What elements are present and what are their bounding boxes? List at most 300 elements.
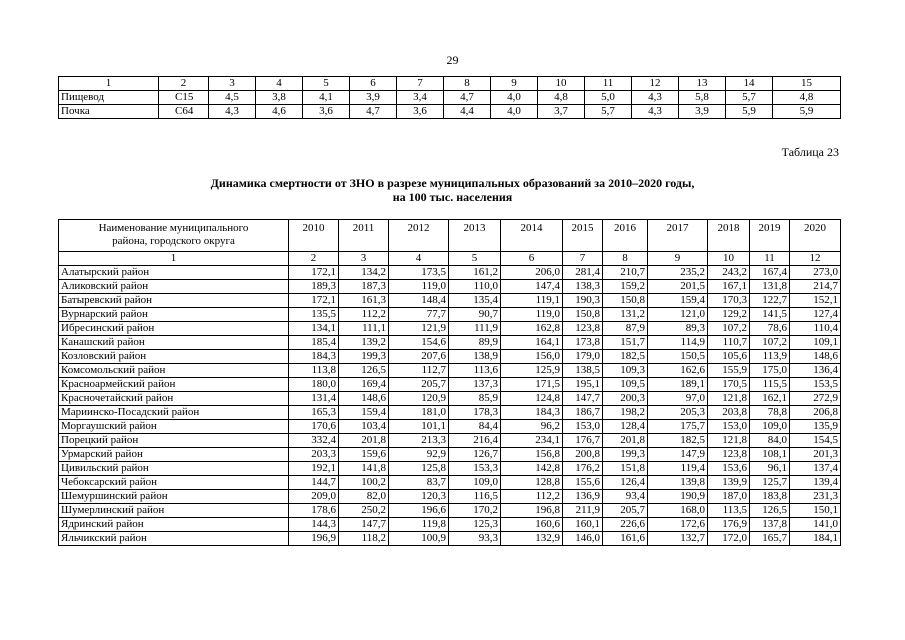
value-cell: 144,3 (289, 518, 339, 532)
year-header: 2017 (648, 220, 708, 252)
value-cell: 153,6 (708, 462, 750, 476)
district-name: Аликовский район (59, 280, 289, 294)
year-header: 2015 (563, 220, 603, 252)
value-cell: 161,6 (603, 532, 648, 546)
year-header: 2011 (339, 220, 389, 252)
column-number: 13 (679, 77, 726, 91)
table-row (59, 91, 841, 105)
value-cell: 107,2 (750, 336, 790, 350)
value-cell: 201,8 (339, 434, 389, 448)
value-cell: 209,0 (289, 490, 339, 504)
value-cell: 201,3 (790, 448, 841, 462)
value-cell: 120,9 (389, 392, 449, 406)
year-header: 2012 (389, 220, 449, 252)
year-header: 2019 (750, 220, 790, 252)
table-row (59, 105, 841, 119)
column-number: 9 (491, 77, 538, 91)
value-cell: 115,5 (750, 378, 790, 392)
value-cell: 189,3 (289, 280, 339, 294)
column-number: 2 (159, 77, 209, 91)
value-cell: 171,5 (501, 378, 563, 392)
name-header-line2: района, городского округа (112, 235, 235, 247)
value-cell: 200,8 (563, 448, 603, 462)
value-cell: 131,4 (289, 392, 339, 406)
value-cell: 155,9 (708, 364, 750, 378)
district-name: Шумерлинский район (59, 504, 289, 518)
site-name: Пищевод (59, 91, 159, 105)
value-cell: 250,2 (339, 504, 389, 518)
district-name: Канашский район (59, 336, 289, 350)
value-cell: 186,7 (563, 406, 603, 420)
value-cell: 4,8 (773, 91, 841, 105)
value-cell: 170,3 (708, 294, 750, 308)
value-cell: 176,9 (708, 518, 750, 532)
value-cell: 111,1 (339, 322, 389, 336)
value-cell: 198,2 (603, 406, 648, 420)
value-cell: 196,6 (389, 504, 449, 518)
value-cell: 173,8 (563, 336, 603, 350)
value-cell: 5,9 (726, 105, 773, 119)
value-cell: 155,6 (563, 476, 603, 490)
value-cell: 214,7 (790, 280, 841, 294)
district-name: Яльчикский район (59, 532, 289, 546)
value-cell: 180,0 (289, 378, 339, 392)
value-cell: 139,2 (339, 336, 389, 350)
value-cell: 211,9 (563, 504, 603, 518)
value-cell: 182,5 (648, 434, 708, 448)
value-cell: 192,1 (289, 462, 339, 476)
value-cell: 206,0 (501, 266, 563, 280)
district-name: Батыревский район (59, 294, 289, 308)
value-cell: 153,3 (449, 462, 501, 476)
value-cell: 108,1 (750, 448, 790, 462)
value-cell: 110,4 (790, 322, 841, 336)
value-cell: 5,9 (773, 105, 841, 119)
column-number: 3 (339, 252, 389, 266)
value-cell: 213,3 (389, 434, 449, 448)
table-row (59, 336, 841, 350)
value-cell: 159,6 (339, 448, 389, 462)
value-cell: 162,1 (750, 392, 790, 406)
column-number: 1 (59, 77, 159, 91)
value-cell: 113,9 (750, 350, 790, 364)
value-cell: 176,2 (563, 462, 603, 476)
value-cell: 3,6 (397, 105, 444, 119)
value-cell: 205,7 (603, 504, 648, 518)
value-cell: 112,2 (501, 490, 563, 504)
table-caption: Таблица 23 (781, 145, 839, 159)
value-cell: 96,1 (750, 462, 790, 476)
value-cell: 3,8 (256, 91, 303, 105)
column-number: 15 (773, 77, 841, 91)
value-cell: 132,7 (648, 532, 708, 546)
value-cell: 97,0 (648, 392, 708, 406)
value-cell: 96,2 (501, 420, 563, 434)
value-cell: 205,3 (648, 406, 708, 420)
top-table-header-row (59, 77, 841, 91)
value-cell: 90,7 (449, 308, 501, 322)
value-cell: 195,1 (563, 378, 603, 392)
value-cell: 162,8 (501, 322, 563, 336)
value-cell: 196,8 (501, 504, 563, 518)
district-name: Чебоксарский район (59, 476, 289, 490)
value-cell: 109,0 (449, 476, 501, 490)
value-cell: 162,6 (648, 364, 708, 378)
value-cell: 84,4 (449, 420, 501, 434)
value-cell: 152,1 (790, 294, 841, 308)
year-header: 2016 (603, 220, 648, 252)
value-cell: 184,3 (289, 350, 339, 364)
value-cell: 4,8 (538, 91, 585, 105)
value-cell: 135,9 (790, 420, 841, 434)
column-number: 10 (538, 77, 585, 91)
table-row (59, 490, 841, 504)
value-cell: 165,7 (750, 532, 790, 546)
value-cell: 101,1 (389, 420, 449, 434)
district-name: Козловский район (59, 350, 289, 364)
value-cell: 116,5 (449, 490, 501, 504)
icd-code: C64 (159, 105, 209, 119)
value-cell: 77,7 (389, 308, 449, 322)
value-cell: 126,5 (750, 504, 790, 518)
table-row (59, 308, 841, 322)
table-row (59, 476, 841, 490)
value-cell: 160,6 (501, 518, 563, 532)
value-cell: 93,4 (603, 490, 648, 504)
table-row (59, 518, 841, 532)
value-cell: 150,1 (790, 504, 841, 518)
value-cell: 3,6 (303, 105, 350, 119)
value-cell: 4,5 (209, 91, 256, 105)
district-name: Порецкий район (59, 434, 289, 448)
value-cell: 142,8 (501, 462, 563, 476)
district-name: Шемуршинский район (59, 490, 289, 504)
table-row (59, 266, 841, 280)
value-cell: 150,5 (648, 350, 708, 364)
value-cell: 119,1 (501, 294, 563, 308)
district-name: Комсомольский район (59, 364, 289, 378)
site-name: Почка (59, 105, 159, 119)
value-cell: 126,5 (339, 364, 389, 378)
value-cell: 121,0 (648, 308, 708, 322)
column-number: 11 (750, 252, 790, 266)
district-name: Ядринский район (59, 518, 289, 532)
value-cell: 121,8 (708, 392, 750, 406)
value-cell: 4,0 (491, 105, 538, 119)
value-cell: 78,8 (750, 406, 790, 420)
value-cell: 78,6 (750, 322, 790, 336)
value-cell: 125,7 (750, 476, 790, 490)
value-cell: 120,3 (389, 490, 449, 504)
value-cell: 122,7 (750, 294, 790, 308)
value-cell: 124,8 (501, 392, 563, 406)
value-cell: 196,9 (289, 532, 339, 546)
value-cell: 83,7 (389, 476, 449, 490)
value-cell: 89,9 (449, 336, 501, 350)
column-number: 8 (603, 252, 648, 266)
column-number: 6 (501, 252, 563, 266)
value-cell: 172,0 (708, 532, 750, 546)
table-title-line2: на 100 тыс. населения (392, 190, 513, 204)
value-cell: 172,1 (289, 294, 339, 308)
value-cell: 159,4 (339, 406, 389, 420)
table-title (0, 176, 905, 204)
column-number: 6 (350, 77, 397, 91)
value-cell: 179,0 (563, 350, 603, 364)
value-cell: 121,9 (389, 322, 449, 336)
value-cell: 172,6 (648, 518, 708, 532)
value-cell: 170,6 (289, 420, 339, 434)
value-cell: 141,0 (790, 518, 841, 532)
value-cell: 113,5 (708, 504, 750, 518)
column-number: 7 (397, 77, 444, 91)
value-cell: 131,2 (603, 308, 648, 322)
header-row (59, 220, 841, 252)
value-cell: 189,1 (648, 378, 708, 392)
value-cell: 4,7 (350, 105, 397, 119)
value-cell: 100,2 (339, 476, 389, 490)
value-cell: 129,2 (708, 308, 750, 322)
value-cell: 168,0 (648, 504, 708, 518)
value-cell: 201,8 (603, 434, 648, 448)
value-cell: 207,6 (389, 350, 449, 364)
value-cell: 190,9 (648, 490, 708, 504)
value-cell: 144,7 (289, 476, 339, 490)
value-cell: 235,2 (648, 266, 708, 280)
district-name: Моргаушский район (59, 420, 289, 434)
value-cell: 199,3 (603, 448, 648, 462)
value-cell: 243,2 (708, 266, 750, 280)
district-name: Алатырский район (59, 266, 289, 280)
district-name: Ибресинский район (59, 322, 289, 336)
value-cell: 139,9 (708, 476, 750, 490)
value-cell: 110,7 (708, 336, 750, 350)
value-cell: 203,8 (708, 406, 750, 420)
value-cell: 109,0 (750, 420, 790, 434)
value-cell: 161,3 (339, 294, 389, 308)
value-cell: 234,1 (501, 434, 563, 448)
column-number: 10 (708, 252, 750, 266)
value-cell: 153,5 (790, 378, 841, 392)
value-cell: 148,6 (790, 350, 841, 364)
name-header-line1: Наименование муниципального (98, 222, 249, 234)
page-number: 29 (446, 53, 459, 67)
value-cell: 89,3 (648, 322, 708, 336)
value-cell: 4,1 (303, 91, 350, 105)
value-cell: 4,0 (491, 91, 538, 105)
value-cell: 185,4 (289, 336, 339, 350)
value-cell: 160,1 (563, 518, 603, 532)
value-cell: 111,9 (449, 322, 501, 336)
value-cell: 137,4 (790, 462, 841, 476)
table-row (59, 462, 841, 476)
value-cell: 103,4 (339, 420, 389, 434)
column-number: 2 (289, 252, 339, 266)
value-cell: 127,4 (790, 308, 841, 322)
icd-code: C15 (159, 91, 209, 105)
value-cell: 147,7 (339, 518, 389, 532)
value-cell: 123,8 (708, 448, 750, 462)
value-cell: 134,2 (339, 266, 389, 280)
table-title-line1: Динамика смертности от ЗНО в разрезе муниципальных образований за 2010–2020 годы, (210, 176, 695, 190)
column-number: 5 (303, 77, 350, 91)
value-cell: 4,3 (632, 91, 679, 105)
district-name: Красночетайский район (59, 392, 289, 406)
value-cell: 110,0 (449, 280, 501, 294)
table-row (59, 378, 841, 392)
value-cell: 85,9 (449, 392, 501, 406)
value-cell: 126,7 (449, 448, 501, 462)
column-number: 4 (256, 77, 303, 91)
table-row (59, 504, 841, 518)
value-cell: 165,3 (289, 406, 339, 420)
value-cell: 4,3 (209, 105, 256, 119)
value-cell: 272,9 (790, 392, 841, 406)
column-number: 5 (449, 252, 501, 266)
value-cell: 118,2 (339, 532, 389, 546)
year-header: 2014 (501, 220, 563, 252)
value-cell: 4,7 (444, 91, 491, 105)
value-cell: 201,5 (648, 280, 708, 294)
value-cell: 148,4 (389, 294, 449, 308)
value-cell: 113,8 (289, 364, 339, 378)
mortality-table (58, 219, 841, 546)
value-cell: 146,0 (563, 532, 603, 546)
value-cell: 154,5 (790, 434, 841, 448)
value-cell: 200,3 (603, 392, 648, 406)
table-row (59, 392, 841, 406)
value-cell: 119,8 (389, 518, 449, 532)
value-cell: 167,4 (750, 266, 790, 280)
value-cell: 136,9 (563, 490, 603, 504)
value-cell: 181,0 (389, 406, 449, 420)
district-name: Мариинско-Посадский район (59, 406, 289, 420)
value-cell: 100,9 (389, 532, 449, 546)
value-cell: 173,5 (389, 266, 449, 280)
table-row (59, 294, 841, 308)
district-name: Урмарский район (59, 448, 289, 462)
value-cell: 231,3 (790, 490, 841, 504)
value-cell: 135,4 (449, 294, 501, 308)
value-cell: 3,7 (538, 105, 585, 119)
value-cell: 187,3 (339, 280, 389, 294)
column-number: 9 (648, 252, 708, 266)
district-name: Вурнарский район (59, 308, 289, 322)
value-cell: 131,8 (750, 280, 790, 294)
table-row (59, 350, 841, 364)
value-cell: 138,5 (563, 364, 603, 378)
value-cell: 159,2 (603, 280, 648, 294)
value-cell: 5,0 (585, 91, 632, 105)
table-row (59, 364, 841, 378)
column-number: 8 (444, 77, 491, 91)
value-cell: 178,3 (449, 406, 501, 420)
value-cell: 114,9 (648, 336, 708, 350)
value-cell: 176,7 (563, 434, 603, 448)
value-cell: 5,7 (585, 105, 632, 119)
name-column-header (59, 220, 289, 252)
value-cell: 136,4 (790, 364, 841, 378)
value-cell: 170,2 (449, 504, 501, 518)
value-cell: 187,0 (708, 490, 750, 504)
table-row (59, 322, 841, 336)
value-cell: 139,4 (790, 476, 841, 490)
year-header: 2018 (708, 220, 750, 252)
table-row (59, 420, 841, 434)
value-cell: 123,8 (563, 322, 603, 336)
value-cell: 151,7 (603, 336, 648, 350)
value-cell: 128,8 (501, 476, 563, 490)
column-number: 4 (389, 252, 449, 266)
value-cell: 93,3 (449, 532, 501, 546)
value-cell: 107,2 (708, 322, 750, 336)
value-cell: 170,5 (708, 378, 750, 392)
value-cell: 105,6 (708, 350, 750, 364)
value-cell: 4,4 (444, 105, 491, 119)
value-cell: 184,3 (501, 406, 563, 420)
value-cell: 147,7 (563, 392, 603, 406)
value-cell: 126,4 (603, 476, 648, 490)
year-header: 2010 (289, 220, 339, 252)
value-cell: 141,8 (339, 462, 389, 476)
value-cell: 169,4 (339, 378, 389, 392)
column-number: 12 (790, 252, 841, 266)
value-cell: 203,3 (289, 448, 339, 462)
value-cell: 113,6 (449, 364, 501, 378)
value-cell: 121,8 (708, 434, 750, 448)
value-cell: 182,5 (603, 350, 648, 364)
value-cell: 210,7 (603, 266, 648, 280)
value-cell: 4,3 (632, 105, 679, 119)
value-cell: 281,4 (563, 266, 603, 280)
value-cell: 216,4 (449, 434, 501, 448)
column-number: 1 (59, 252, 289, 266)
value-cell: 153,0 (563, 420, 603, 434)
district-name: Цивильский район (59, 462, 289, 476)
value-cell: 92,9 (389, 448, 449, 462)
value-cell: 199,3 (339, 350, 389, 364)
value-cell: 137,8 (750, 518, 790, 532)
column-number: 14 (726, 77, 773, 91)
value-cell: 156,8 (501, 448, 563, 462)
value-cell: 87,9 (603, 322, 648, 336)
value-cell: 132,9 (501, 532, 563, 546)
value-cell: 109,5 (603, 378, 648, 392)
column-number: 12 (632, 77, 679, 91)
value-cell: 112,2 (339, 308, 389, 322)
value-cell: 82,0 (339, 490, 389, 504)
year-header: 2013 (449, 220, 501, 252)
value-cell: 3,4 (397, 91, 444, 105)
value-cell: 125,8 (389, 462, 449, 476)
value-cell: 175,0 (750, 364, 790, 378)
column-number: 7 (563, 252, 603, 266)
column-index-row (59, 252, 841, 266)
value-cell: 4,6 (256, 105, 303, 119)
value-cell: 5,7 (726, 91, 773, 105)
value-cell: 206,8 (790, 406, 841, 420)
value-cell: 205,7 (389, 378, 449, 392)
value-cell: 153,0 (708, 420, 750, 434)
value-cell: 109,3 (603, 364, 648, 378)
value-cell: 112,7 (389, 364, 449, 378)
value-cell: 167,1 (708, 280, 750, 294)
value-cell: 332,4 (289, 434, 339, 448)
value-cell: 3,9 (350, 91, 397, 105)
year-header: 2020 (790, 220, 841, 252)
district-name: Красноармейский район (59, 378, 289, 392)
value-cell: 150,8 (563, 308, 603, 322)
